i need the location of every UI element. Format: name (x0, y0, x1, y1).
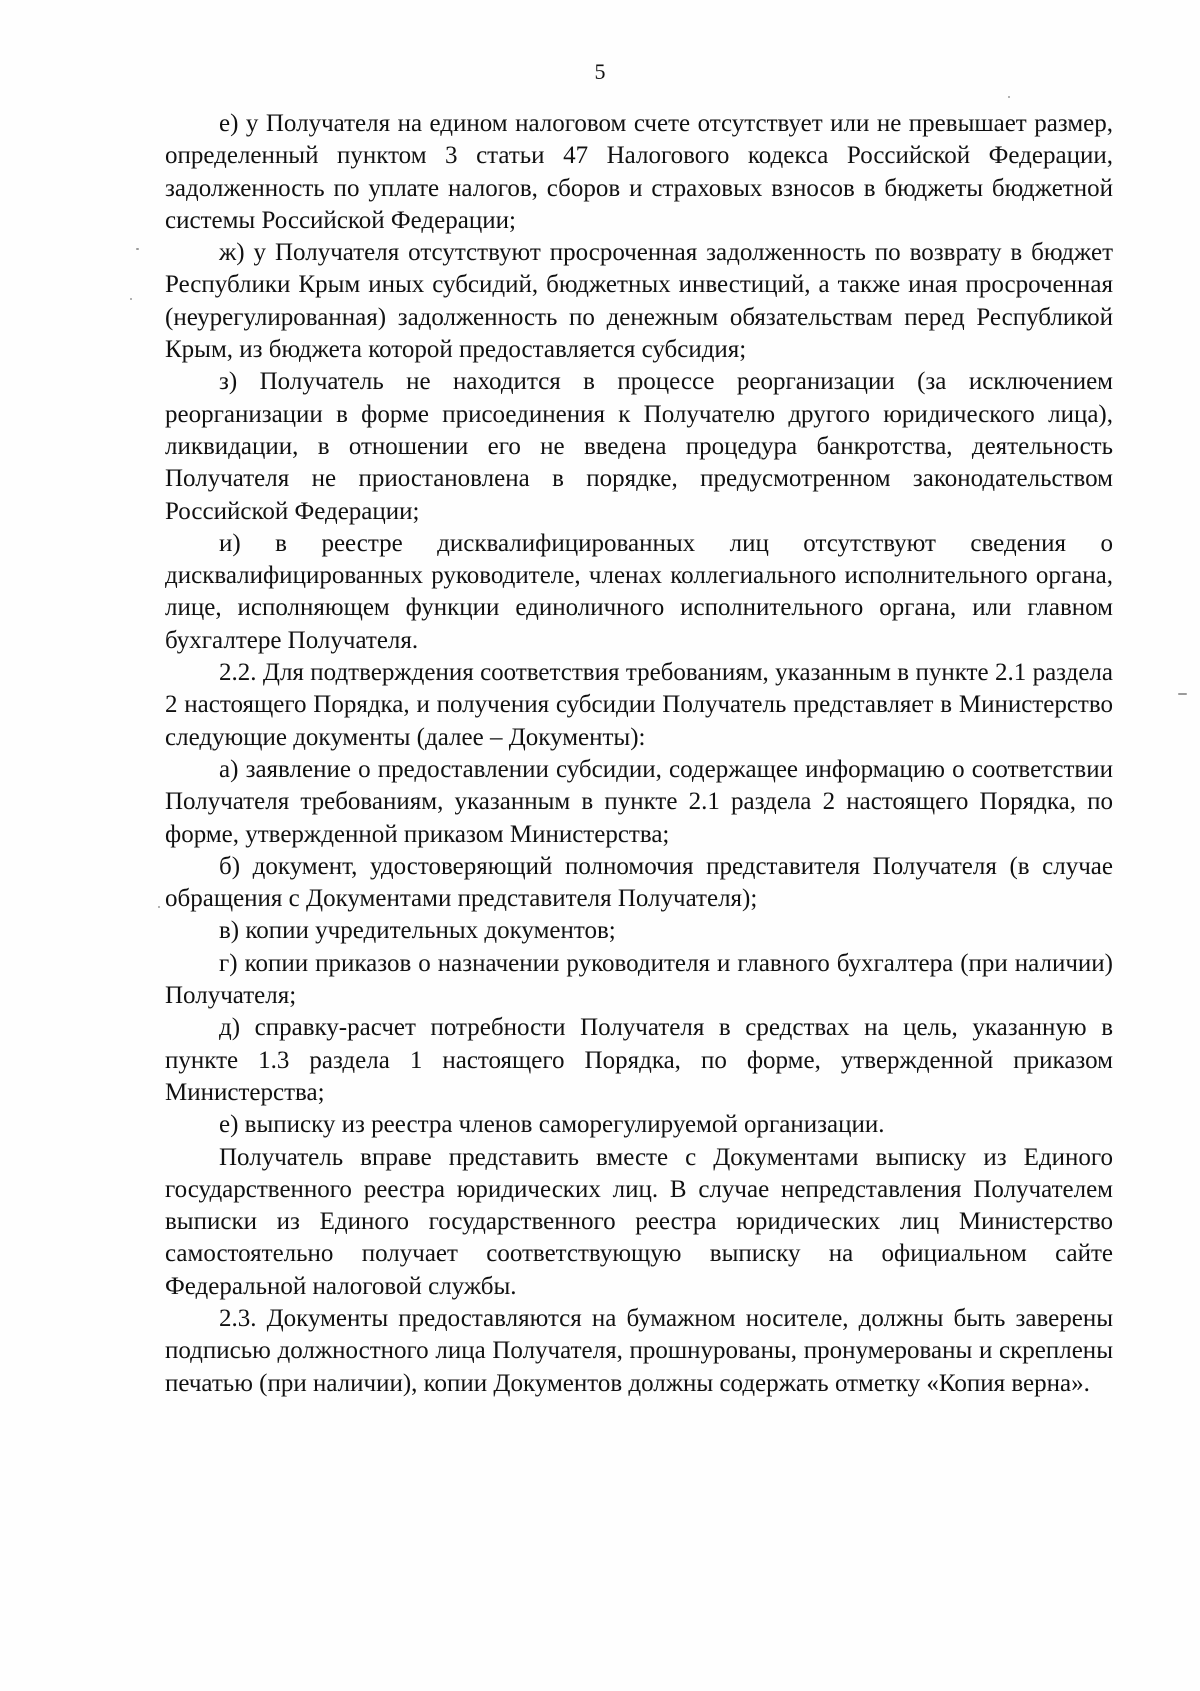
paragraph-doc-b: б) документ, удостоверяющий полномочия представителя Получателя (в случае обращения с Документами представителя Получателя); (165, 852, 1113, 913)
paragraph-item-z: з) Получатель не находится в процессе реорганизации (за исключением реорганизации в форме присоединения к Получателю другого юридического лица), ликвидации, в отношении его не введена процедура банкротства, деятельность Получателя не приостановлена в порядке, предусмотренном законодательством Российской Федерации; (165, 368, 1113, 525)
paragraph-item-e: е) у Получателя на едином налоговом счете отсутствует или не превышает размер, определенный пунктом 3 статьи 47 Налогового кодекса Российской Федерации, задолженность по уплате налогов, сборов и страховых взносов в бюджеты бюджетной системы Российской Федерации; (165, 110, 1113, 234)
document-body (165, 108, 1113, 1400)
paragraph-egrul: Получатель вправе представить вместе с Документами выписку из Единого государственного реестра юридических лиц. В случае непредставления Получателем выписки из Единого государственного реестра юридических лиц Министерство самостоятельно получает соответствующую выписку на официальном сайте Федеральной налоговой службы. (165, 1143, 1113, 1300)
paragraph-doc-e: е) выписку из реестра членов саморегулируемой организации. (219, 1111, 885, 1139)
paragraph-section-2-3: 2.3. Документы предоставляются на бумажном носителе, должны быть заверены подписью должностного лица Получателя, прошнурованы, пронумерованы и скреплены печатью (при наличии), копии Документов должны содержать отметку «Копия верна». (165, 1304, 1113, 1397)
paragraph-doc-g: г) копии приказов о назначении руководителя и главного бухгалтера (при наличии) Получателя; (165, 949, 1113, 1010)
scan-speck (1178, 693, 1187, 695)
scan-speck (158, 906, 160, 908)
scan-speck (130, 298, 132, 300)
paragraph-item-i: и) в реестре дисквалифицированных лиц отсутствуют сведения о дисквалифицированных руководителе, членах коллегиального исполнительного органа, лице, исполняющем функции единоличного исполнительного органа, или главном бухгалтере Получателя. (165, 529, 1113, 654)
paragraph-doc-d: д) справку-расчет потребности Получателя в средствах на цель, указанную в пункте 1.3 раздела 1 настоящего Порядка, по форме, утвержденной приказом Министерства; (165, 1014, 1113, 1106)
paragraph-doc-a: а) заявление о предоставлении субсидии, содержащее информацию о соответствии Получателя требованиям, указанным в пункте 2.1 раздела 2 настоящего Порядка, по форме, утвержденной приказом Министерства; (165, 755, 1113, 848)
scan-speck (1008, 96, 1010, 98)
paragraph-item-zh: ж) у Получателя отсутствуют просроченная задолженность по возврату в бюджет Республики Крым иных субсидий, бюджетных инвестиций, а также иная просроченная (неурегулированная) задолженность по денежным обязательствам перед Республикой Крым, из бюджета которой предоставляется субсидия; (165, 239, 1113, 364)
scan-speck (136, 248, 139, 250)
page-number: 5 (594, 59, 606, 84)
paragraph-doc-v: в) копии учредительных документов; (219, 917, 616, 945)
paragraph-section-2-2: 2.2. Для подтверждения соответствия требованиям, указанным в пункте 2.1 раздела 2 настоящего Порядка, и получения субсидии Получатель представляет в Министерство следующие документы (далее – Документы): (165, 659, 1113, 751)
